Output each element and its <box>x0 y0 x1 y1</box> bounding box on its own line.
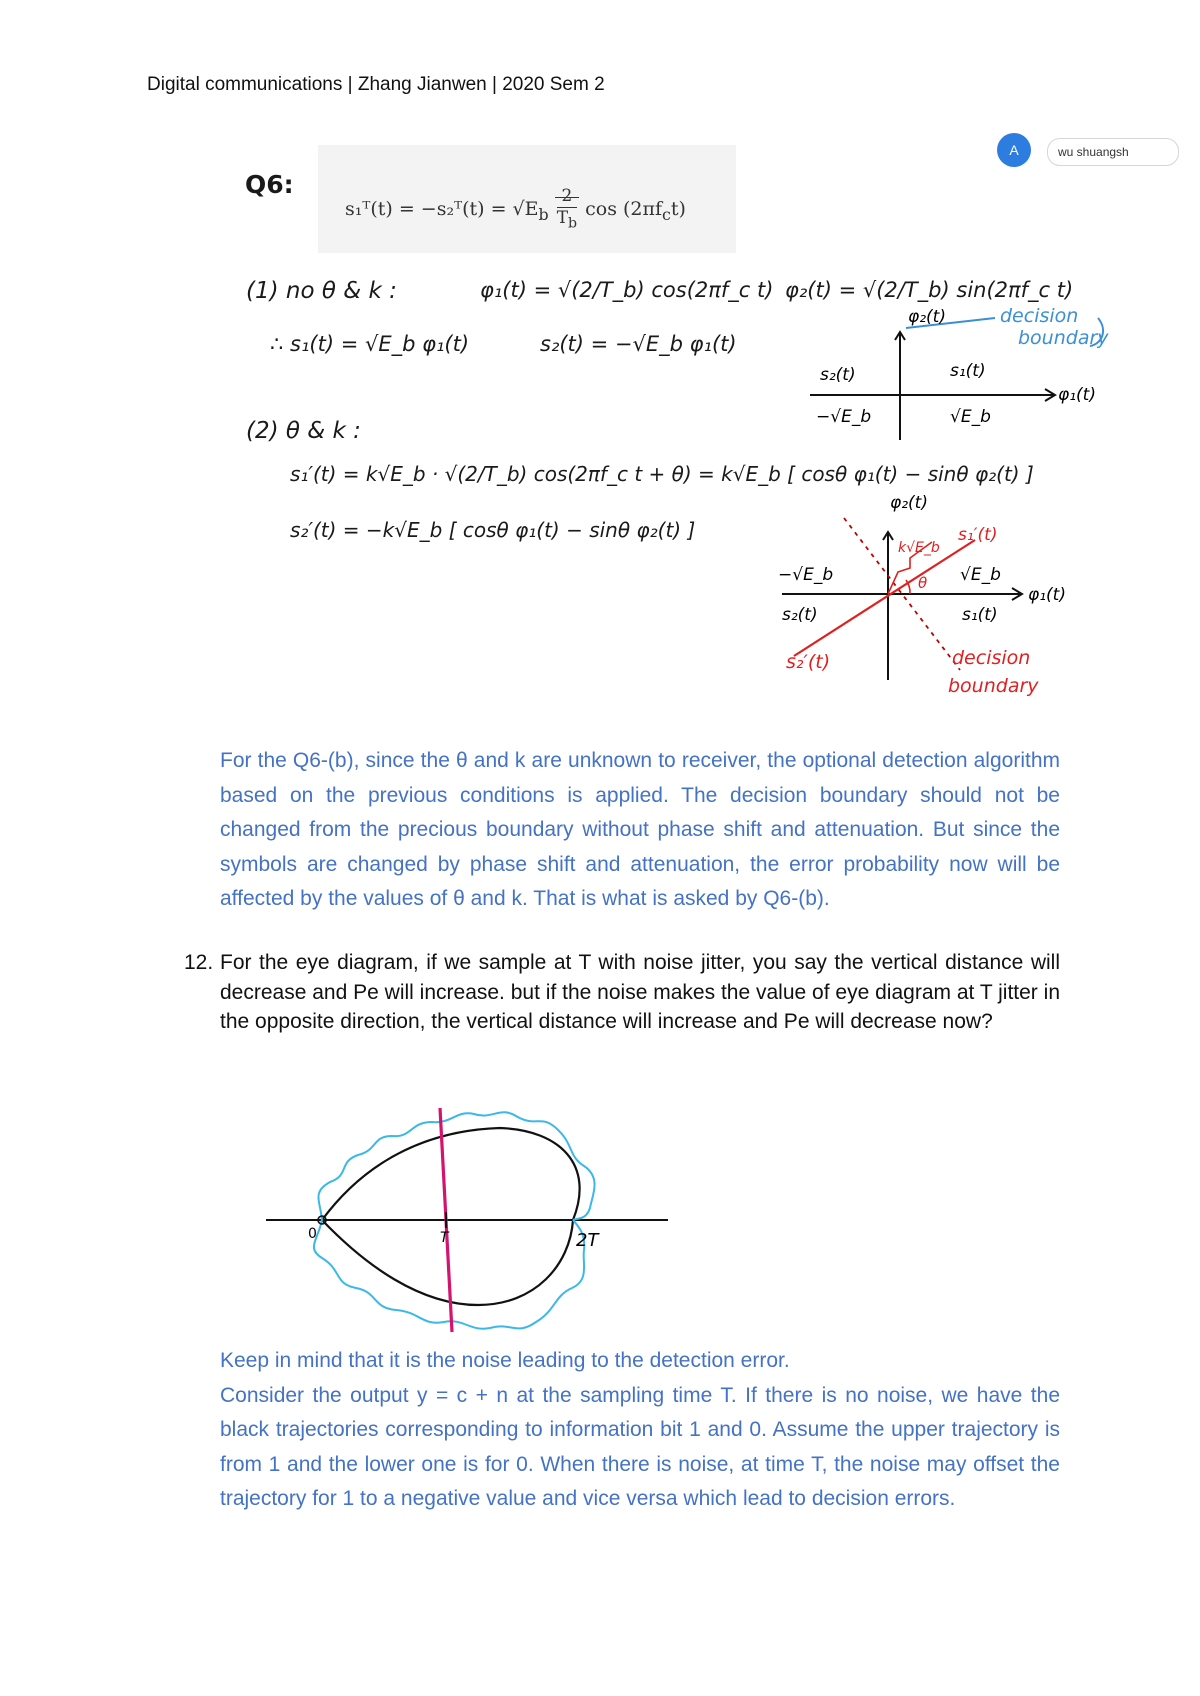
eye-noisy-upper <box>319 1112 595 1220</box>
hw-case2-label: (2) θ & k : <box>246 418 361 444</box>
q12-text: For the eye diagram, if we sample at T with noise jitter, you say the vertical distance will decrease and Pe will increase. but if the noise makes the value of eye diagram at T jitter in the opposite direction, the vertical distance will increase and Pe will decrease now? <box>220 951 1060 1033</box>
eye-2t-label: 2T <box>576 1230 599 1251</box>
diag2-s1-label: s₁(t) <box>962 605 998 625</box>
diag1-s1-label: s₁(t) <box>950 361 986 381</box>
formula-frac-den-sub: b <box>568 215 578 232</box>
diag2-keb-label: k√E_b <box>898 540 940 556</box>
user-avatar[interactable]: A <box>997 133 1031 167</box>
hw-s1prime-def: s₁′(t) = k√E_b · √(2/T_b) cos(2πf_c t + θ) = k√E_b [ cosθ φ₁(t) − sinθ φ₂(t) ] <box>290 462 1034 486</box>
diag2-s2prime-label: s₂′(t) <box>786 651 831 673</box>
q6-answer <box>220 744 1060 917</box>
hw-s2-def: s₂(t) = −√E_b φ₁(t) <box>540 332 737 356</box>
formula-lhs-sub: b <box>538 205 549 224</box>
diag2-phi1-label: φ₁(t) <box>1028 585 1066 605</box>
document-header: Digital communications | Zhang Jianwen | 2020 Sem 2 <box>147 74 605 95</box>
diag2-decision-label: decision <box>952 647 1031 669</box>
formula-sqrt <box>555 186 579 232</box>
q6-answer-text: For the Q6-(b), since the θ and k are unknown to receiver, the optional detection algorithm based on the previous conditions is applied. The decision boundary should not be changed from the precious boundary without phase shift and attenuation. But since the symbols are changed by phase shift and attenuation, the error probability now will be affected by the values of θ and k. That is what is asked by Q6-(b). <box>220 749 1060 910</box>
diag1-s2-label: s₂(t) <box>820 365 856 385</box>
hw-s1-def: ∴ s₁(t) = √E_b φ₁(t) <box>270 332 470 356</box>
formula-rhs-sub: c <box>662 205 671 224</box>
formula-frac-num: 2 <box>557 186 577 208</box>
formula-rhs: cos (2πf <box>579 198 663 221</box>
diag2-s2-label: s₂(t) <box>782 605 818 625</box>
diag1-phi2-label: φ₂(t) <box>908 307 946 327</box>
constellation-diagram-2 <box>760 480 1160 720</box>
diag1-neg-label: −√E_b <box>816 407 872 427</box>
diag2-s1prime-label: s₁′(t) <box>958 525 998 545</box>
diag1-phi1-label: φ₁(t) <box>1058 385 1096 405</box>
diag2-phi2-label: φ₂(t) <box>890 493 928 513</box>
hw-phi2-def: φ₂(t) = √(2/T_b) sin(2πf_c t) <box>785 278 1074 302</box>
diag1-pos-label: √E_b <box>950 407 991 427</box>
eye-origin-label: 0 <box>308 1226 317 1242</box>
diag1-decision-label: decision <box>1000 305 1079 327</box>
diag2-poseb-label: √E_b <box>960 565 1001 585</box>
q12-answer <box>220 1344 1060 1517</box>
diag1-boundary-label: boundary <box>1018 327 1109 349</box>
formula-frac-den <box>557 208 577 234</box>
q12-answer-line2: Consider the output y = c + n at the sampling time T. If there is no noise, we have the black trajectories corresponding to information bit 1 and 0. Assume the upper trajectory is from 1 and the lower one is for 0. When there is noise, at time T, the noise may offset the trajectory for 1 to a negative value and vice versa which lead to decision errors. <box>220 1383 1060 1510</box>
diag2-theta-label: θ <box>918 574 928 592</box>
formula-frac-den-main: T <box>556 208 569 228</box>
hw-phi1-def: φ₁(t) = √(2/T_b) cos(2πf_c t) <box>480 278 774 302</box>
q12-answer-line1: Keep in mind that it is the noise leading to the detection error. <box>220 1349 790 1372</box>
diag2-negeb-label: −√E_b <box>778 565 834 585</box>
formula-fraction <box>557 186 577 234</box>
eye-diagram <box>260 1100 680 1340</box>
q6-label: Q6: <box>245 170 294 199</box>
eye-t-label: T <box>440 1230 449 1246</box>
question-12 <box>184 948 1060 1037</box>
formula-lhs: s₁ᵀ(t) = −s₂ᵀ(t) = √E <box>345 198 539 221</box>
hw-s2prime-def: s₂′(t) = −k√E_b [ cosθ φ₁(t) − sinθ φ₂(t) ] <box>290 518 696 542</box>
eye-upper-trajectory <box>322 1128 580 1220</box>
formula-rhs-end: t) <box>670 198 686 221</box>
constellation-diagram-1 <box>790 300 1120 440</box>
user-name-chip[interactable]: wu shuangsh <box>1047 138 1179 166</box>
hw-case1-label: (1) no θ & k : <box>246 278 397 304</box>
diag2-boundary-label: boundary <box>948 675 1039 697</box>
q12-number: 12. <box>184 951 214 974</box>
rotated-symbol-line <box>794 540 975 656</box>
q6-formula <box>345 186 686 234</box>
